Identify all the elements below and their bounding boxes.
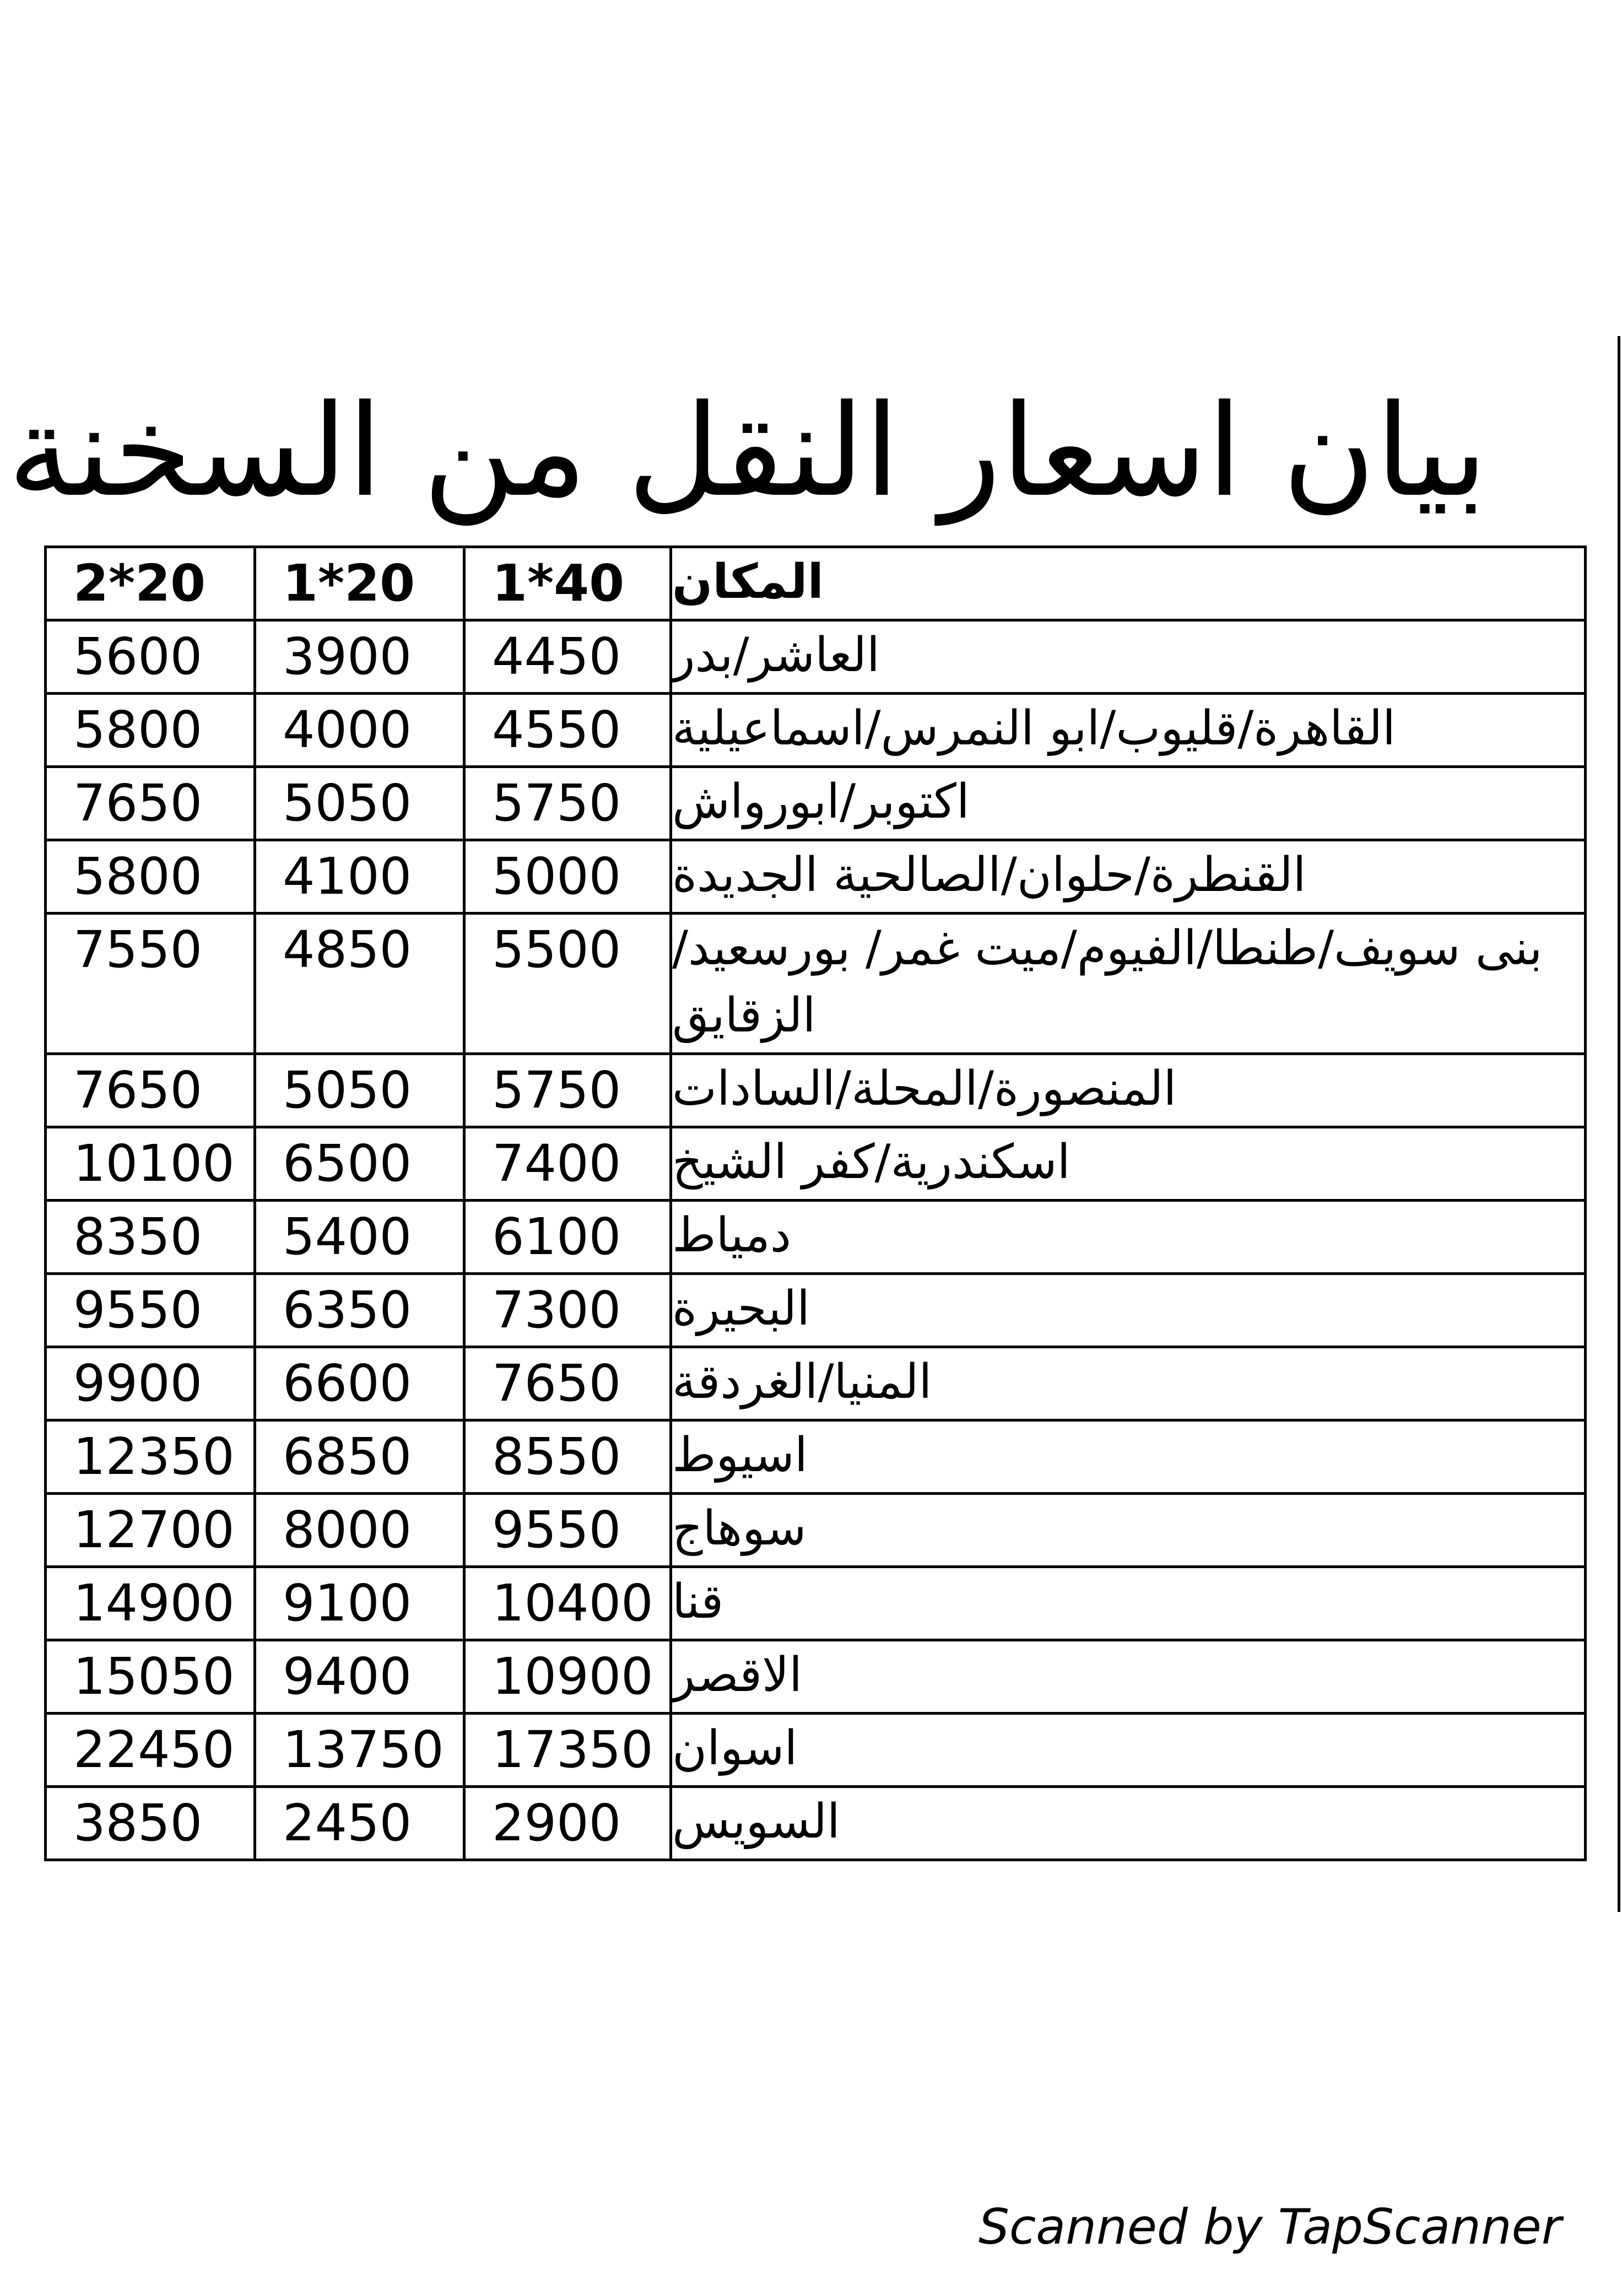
price-1x20-cell: 6350	[255, 1274, 464, 1347]
price-2x20-cell: 14900	[46, 1567, 255, 1640]
place-cell: اسيوط	[671, 1420, 1586, 1494]
price-1x20-cell: 5050	[255, 767, 464, 840]
header-cell-2x20: 2*20	[46, 547, 255, 620]
place-cell: القنطرة/حلوان/الصالحية الجديدة	[671, 840, 1586, 914]
place-cell: سوهاج	[671, 1494, 1586, 1567]
place-cell: القاهرة/قليوب/ابو النمرس/اسماعيلية	[671, 694, 1586, 767]
table-row	[46, 1347, 1586, 1420]
table-row	[46, 1127, 1586, 1201]
place-cell: المنصورة/المحلة/السادات	[671, 1054, 1586, 1127]
header-cell-1x40: 1*40	[464, 547, 671, 620]
table-row	[46, 1494, 1586, 1567]
scan-edge-line	[1618, 336, 1620, 1912]
scanner-watermark: Scanned by TapScanner	[978, 2198, 1561, 2255]
price-1x20-cell: 5400	[255, 1201, 464, 1274]
price-1x20-cell: 3900	[255, 620, 464, 694]
table-row	[46, 914, 1586, 1054]
price-1x40-cell: 17350	[464, 1714, 671, 1787]
price-1x40-cell: 7650	[464, 1347, 671, 1420]
price-1x40-cell: 9550	[464, 1494, 671, 1567]
price-1x40-cell: 5750	[464, 767, 671, 840]
price-1x20-cell: 13750	[255, 1714, 464, 1787]
table-row	[46, 1054, 1586, 1127]
price-2x20-cell: 15050	[46, 1640, 255, 1714]
table-row	[46, 1274, 1586, 1347]
table-row	[46, 1787, 1586, 1860]
price-1x40-cell: 2900	[464, 1787, 671, 1860]
price-2x20-cell: 5800	[46, 840, 255, 914]
price-1x20-cell: 5050	[255, 1054, 464, 1127]
table-row	[46, 840, 1586, 914]
table-row	[46, 1714, 1586, 1787]
price-1x20-cell: 9400	[255, 1640, 464, 1714]
price-table-body	[46, 547, 1586, 1860]
place-cell: البحيرة	[671, 1274, 1586, 1347]
price-table	[44, 545, 1587, 1861]
place-cell: العاشر/بدر	[671, 620, 1586, 694]
price-2x20-cell: 3850	[46, 1787, 255, 1860]
table-row	[46, 694, 1586, 767]
table-row	[46, 767, 1586, 840]
price-1x40-cell: 8550	[464, 1420, 671, 1494]
place-cell: قنا	[671, 1567, 1586, 1640]
price-1x20-cell: 4850	[255, 914, 464, 1054]
price-1x40-cell: 10900	[464, 1640, 671, 1714]
place-cell: اسوان	[671, 1714, 1586, 1787]
header-cell-place: المكان	[671, 547, 1586, 620]
price-1x40-cell: 5750	[464, 1054, 671, 1127]
price-1x20-cell: 6850	[255, 1420, 464, 1494]
place-cell: الاقصر	[671, 1640, 1586, 1714]
price-2x20-cell: 5600	[46, 620, 255, 694]
header-cell-1x20: 1*20	[255, 547, 464, 620]
place-cell: اسكندرية/كفر الشيخ	[671, 1127, 1586, 1201]
price-1x20-cell: 4100	[255, 840, 464, 914]
price-2x20-cell: 9900	[46, 1347, 255, 1420]
place-cell: اكتوبر/ابورواش	[671, 767, 1586, 840]
page-title: بيان اسعار النقل من السخنة	[7, 378, 1488, 525]
table-row	[46, 1567, 1586, 1640]
price-1x40-cell: 5500	[464, 914, 671, 1054]
price-2x20-cell: 12700	[46, 1494, 255, 1567]
header-row	[46, 547, 1586, 620]
price-2x20-cell: 5800	[46, 694, 255, 767]
price-1x40-cell: 5000	[464, 840, 671, 914]
price-1x40-cell: 7400	[464, 1127, 671, 1201]
price-1x40-cell: 4450	[464, 620, 671, 694]
table-row	[46, 1201, 1586, 1274]
table-row	[46, 1420, 1586, 1494]
price-1x20-cell: 6500	[255, 1127, 464, 1201]
place-cell: بنى سويف/طنطا/الفيوم/ميت غمر/ بورسعيد/الزقايق	[671, 914, 1586, 1054]
price-1x40-cell: 7300	[464, 1274, 671, 1347]
price-2x20-cell: 7650	[46, 1054, 255, 1127]
price-1x40-cell: 6100	[464, 1201, 671, 1274]
price-1x20-cell: 8000	[255, 1494, 464, 1567]
table-row	[46, 1640, 1586, 1714]
price-1x20-cell: 4000	[255, 694, 464, 767]
price-2x20-cell: 9550	[46, 1274, 255, 1347]
price-1x20-cell: 6600	[255, 1347, 464, 1420]
price-2x20-cell: 7650	[46, 767, 255, 840]
price-2x20-cell: 12350	[46, 1420, 255, 1494]
price-2x20-cell: 10100	[46, 1127, 255, 1201]
price-2x20-cell: 7550	[46, 914, 255, 1054]
price-2x20-cell: 22450	[46, 1714, 255, 1787]
table-row	[46, 620, 1586, 694]
price-1x40-cell: 10400	[464, 1567, 671, 1640]
price-1x40-cell: 4550	[464, 694, 671, 767]
price-1x20-cell: 9100	[255, 1567, 464, 1640]
place-cell: السويس	[671, 1787, 1586, 1860]
place-cell: المنيا/الغردقة	[671, 1347, 1586, 1420]
price-1x20-cell: 2450	[255, 1787, 464, 1860]
place-cell: دمياط	[671, 1201, 1586, 1274]
price-2x20-cell: 8350	[46, 1201, 255, 1274]
